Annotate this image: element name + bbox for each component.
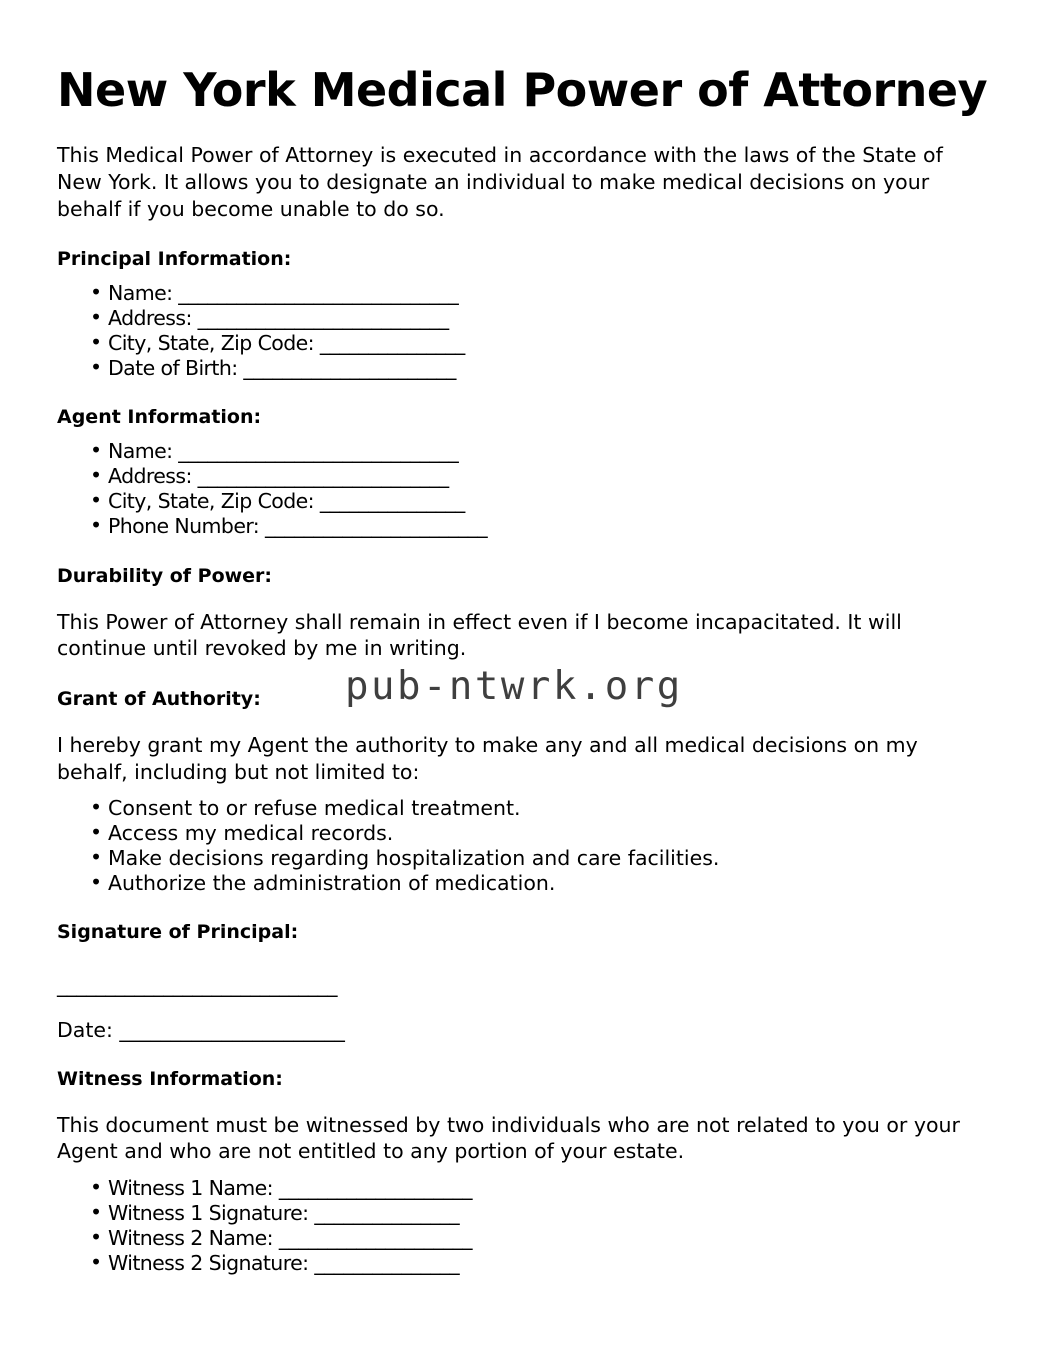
page-title: New York Medical Power of Attorney xyxy=(57,63,988,117)
principal-address-field[interactable]: Address: __________________________ xyxy=(108,306,449,331)
list-item: • Access my medical records. xyxy=(57,821,967,846)
list-item xyxy=(57,1226,967,1251)
principal-signature-line[interactable]: _____________________________ xyxy=(57,973,337,998)
agent-name-field[interactable]: Name: _____________________________ xyxy=(108,439,459,464)
list-item xyxy=(57,281,967,306)
principal-information-list xyxy=(57,270,967,380)
witness-information-body: This document must be witnessed by two individuals who are not related to you or your Agent and who are not entitled to any portion of your estate. xyxy=(57,1112,960,1164)
principal-city-state-zip-field[interactable]: City, State, Zip Code: _______________ xyxy=(108,330,465,355)
list-item xyxy=(57,331,967,356)
list-item xyxy=(57,489,967,514)
grant-of-authority-body: I hereby grant my Agent the authority to make any and all medical decisions on my behalf, including but not limited to: xyxy=(57,732,918,784)
principal-date-field[interactable]: Date: ______________________ xyxy=(57,1017,345,1042)
principal-information-heading: Principal Information: xyxy=(57,248,292,271)
agent-information-heading: Agent Information: xyxy=(57,406,262,429)
list-item: • Consent to or refuse medical treatment. xyxy=(57,796,967,821)
list-item xyxy=(57,1251,967,1276)
agent-phone-number-field[interactable]: Phone Number: _______________________ xyxy=(108,513,487,538)
document-page xyxy=(57,0,988,1365)
list-item xyxy=(57,439,967,464)
witness-1-name-field[interactable]: Witness 1 Name: ____________________ xyxy=(108,1176,472,1201)
witness-2-signature-field[interactable]: Witness 2 Signature: _______________ xyxy=(108,1250,460,1275)
signature-of-principal-heading: Signature of Principal: xyxy=(57,921,299,944)
intro-paragraph: This Medical Power of Attorney is executed in accordance with the laws of the State of New York. It allows you to designate an individual to make medical decisions on your behalf if you become unable to do so. xyxy=(57,143,943,221)
witness-information-list xyxy=(57,1165,967,1275)
list-item xyxy=(57,514,967,539)
list-item xyxy=(57,1201,967,1226)
grant-of-authority-heading: Grant of Authority: xyxy=(57,687,261,710)
principal-name-field[interactable]: Name: _____________________________ xyxy=(108,281,459,306)
witness-information-heading: Witness Information: xyxy=(57,1067,283,1090)
durability-of-power-heading: Durability of Power: xyxy=(57,564,273,587)
durability-of-power-body: This Power of Attorney shall remain in effect even if I become incapacitated. It will continue until revoked by me in writing. xyxy=(57,609,902,661)
list-item xyxy=(57,356,967,381)
agent-information-list xyxy=(57,428,967,538)
list-item xyxy=(57,1176,967,1201)
agent-address-field[interactable]: Address: __________________________ xyxy=(108,464,449,489)
principal-date-of-birth-field[interactable]: Date of Birth: ______________________ xyxy=(108,355,456,380)
list-item: • Authorize the administration of medication. xyxy=(57,871,967,896)
list-item xyxy=(57,464,967,489)
list-item xyxy=(57,306,967,331)
site-watermark: pub-ntwrk.org xyxy=(345,664,683,709)
witness-1-signature-field[interactable]: Witness 1 Signature: _______________ xyxy=(108,1200,460,1225)
list-item: • Make decisions regarding hospitalization and care facilities. xyxy=(57,846,967,871)
witness-2-name-field[interactable]: Witness 2 Name: ____________________ xyxy=(108,1225,472,1250)
grant-of-authority-list xyxy=(57,785,967,895)
agent-city-state-zip-field[interactable]: City, State, Zip Code: _______________ xyxy=(108,489,465,513)
